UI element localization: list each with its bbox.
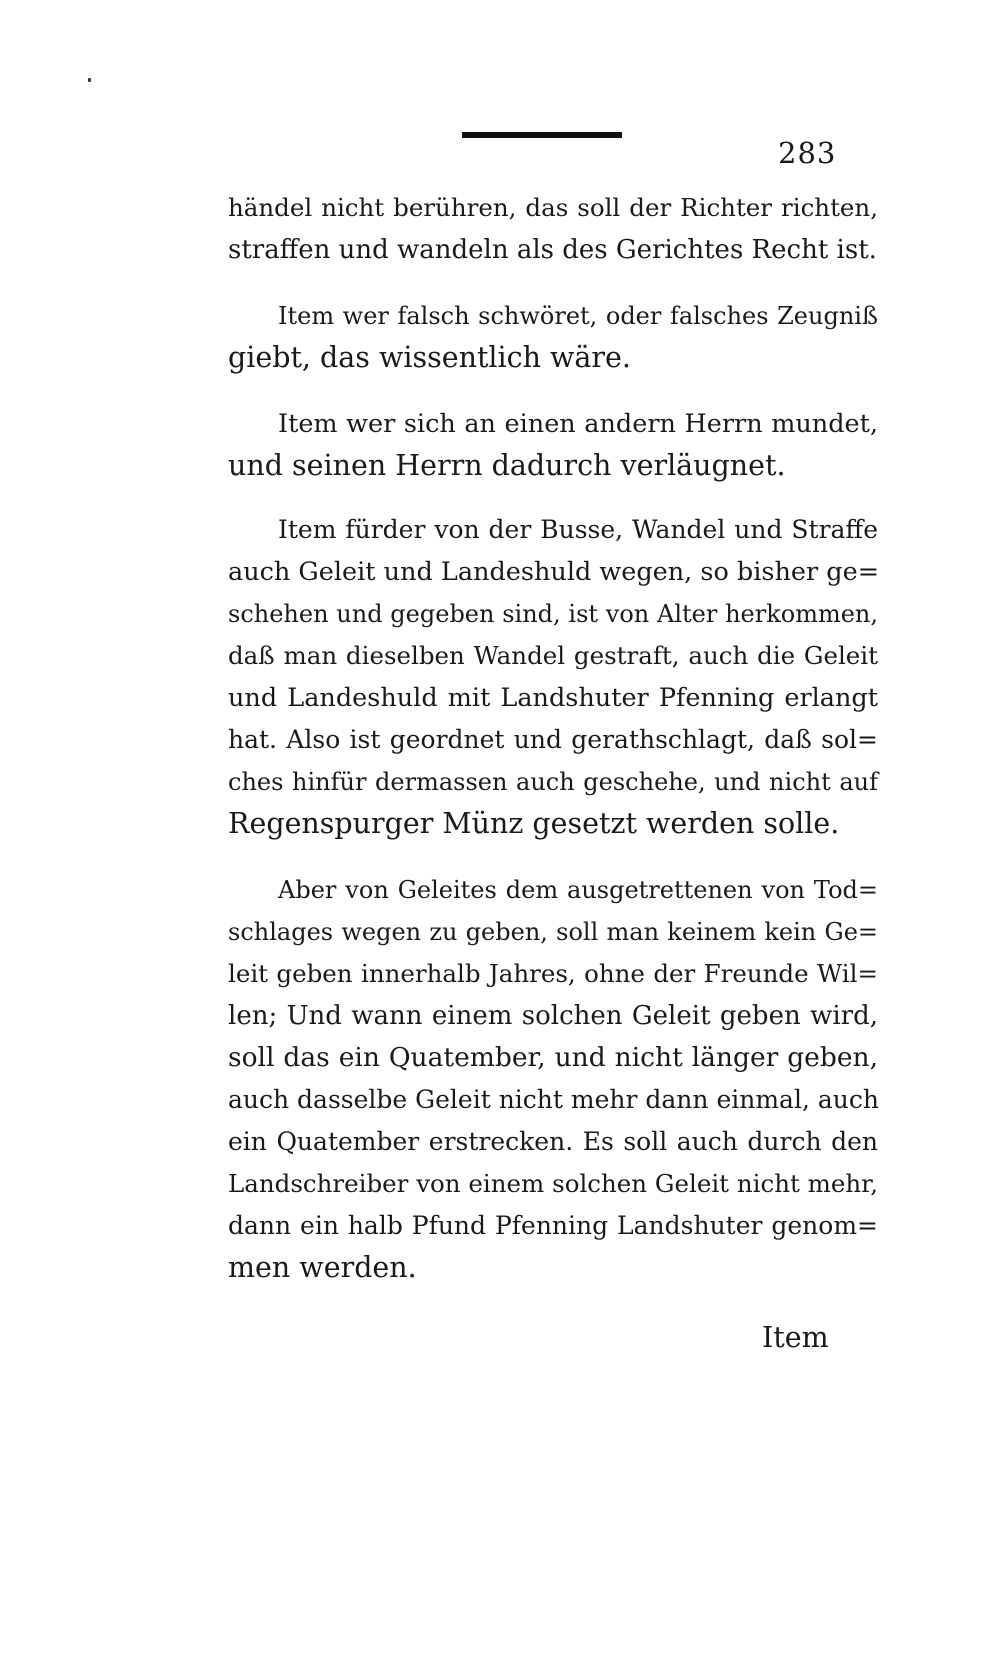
text-line: auch dasselbe Geleit nicht mehr dann einmal, auch xyxy=(228,1085,879,1114)
header-rule xyxy=(462,132,622,138)
text-line: daß man dieselben Wandel gestraft, auch die Geleit xyxy=(228,641,878,670)
text-line: schlages wegen zu geben, soll man keinem kein Ge= xyxy=(228,918,878,946)
text-line: hat. Also ist geordnet und gerathschlagt, daß sol= xyxy=(228,725,878,754)
text-line: ches hinfür dermassen auch geschehe, und nicht auf xyxy=(228,768,878,796)
text-line: Item fürder von der Busse, Wandel und Straffe xyxy=(278,515,878,544)
text-line: soll das ein Quatember, und nicht länger geben, xyxy=(228,1042,878,1073)
text-line: händel nicht berühren, das soll der Richter richten, xyxy=(228,193,878,222)
text-line: auch Geleit und Landeshuld wegen, so bisher ge= xyxy=(228,557,880,587)
text-line: dann ein halb Pfund Pfenning Landshuter genom= xyxy=(228,1211,878,1240)
text-line: Regenspurger Münz gesetzt werden solle. xyxy=(228,807,840,840)
text-line: Item wer sich an einen andern Herrn mundet, xyxy=(278,409,878,439)
text-line: men werden. xyxy=(228,1251,417,1284)
text-line: Item wer falsch schwöret, oder falsches Zeugniß xyxy=(278,302,878,330)
text-line: und Landeshuld mit Landshuter Pfenning erlangt xyxy=(228,683,878,713)
stray-ink-mark xyxy=(88,78,91,82)
page-number: 283 xyxy=(778,136,837,170)
text-line: len; Und wann einem solchen Geleit geben wird, xyxy=(228,1001,878,1031)
text-line: straffen und wandeln als des Gerichtes Recht ist. xyxy=(228,235,877,265)
text-line: leit geben innerhalb Jahres, ohne der Freunde Wil= xyxy=(228,959,878,988)
catchword: Item xyxy=(762,1321,829,1354)
text-line: ein Quatember erstrecken. Es soll auch durch den xyxy=(228,1127,878,1156)
text-line: giebt, das wissentlich wäre. xyxy=(228,341,631,374)
text-line: und seinen Herrn dadurch verläugnet. xyxy=(228,449,786,482)
text-line: Aber von Geleites dem ausgetrettenen von Tod= xyxy=(278,876,878,904)
text-line: schehen und gegeben sind, ist von Alter herkommen, xyxy=(228,600,878,628)
text-line: Landschreiber von einem solchen Geleit nicht mehr, xyxy=(228,1169,878,1198)
